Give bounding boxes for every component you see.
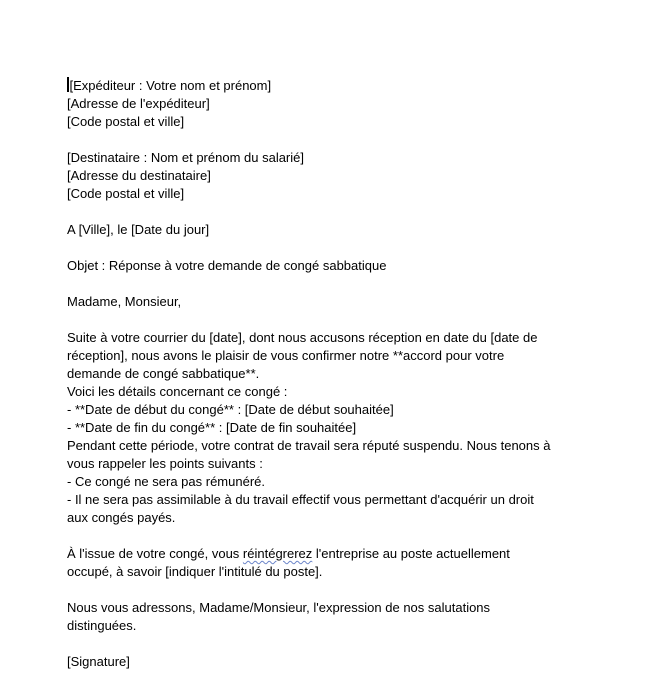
letter-line: À l'issue de votre congé, vous réintégrerez l'entreprise au poste actuellement xyxy=(67,546,510,561)
letter-line: [Expéditeur : Votre nom et prénom] xyxy=(67,77,595,95)
letter-line: [Adresse de l'expéditeur] xyxy=(67,96,210,111)
blank-line xyxy=(67,527,595,545)
text-caret xyxy=(67,77,69,92)
letter-line: Suite à votre courrier du [date], dont nous accusons réception en date du [date de xyxy=(67,330,538,345)
letter-line: Objet : Réponse à votre demande de congé sabbatique xyxy=(67,258,387,273)
misspelled-word[interactable]: réintégrerez xyxy=(242,546,313,561)
letter-line: - **Date de début du congé** : [Date de début souhaitée] xyxy=(67,402,394,417)
blank-line xyxy=(67,239,595,257)
letter-line: demande de congé sabbatique**. xyxy=(67,366,260,381)
letter-line: [Signature] xyxy=(67,654,130,669)
letter-line: occupé, à savoir [indiquer l'intitulé du poste]. xyxy=(67,564,323,579)
letter-line: distinguées. xyxy=(67,618,137,633)
letter-line: - **Date de fin du congé** : [Date de fin souhaitée] xyxy=(67,420,357,435)
letter-line: Nous vous adressons, Madame/Monsieur, l'expression de nos salutations xyxy=(67,600,491,615)
letter-line: A [Ville], le [Date du jour] xyxy=(67,222,210,237)
letter-line: - Ce congé ne sera pas rémunéré. xyxy=(67,474,265,489)
letter-body xyxy=(67,77,595,671)
blank-line xyxy=(67,311,595,329)
blank-line xyxy=(67,131,595,149)
letter-line: [Code postal et ville] xyxy=(67,114,185,129)
letter-line: - Il ne sera pas assimilable à du travail effectif vous permettant d'acquérir un droit xyxy=(67,492,534,507)
letter-line: aux congés payés. xyxy=(67,510,176,525)
blank-line xyxy=(67,581,595,599)
letter-line: Voici les détails concernant ce congé : xyxy=(67,384,288,399)
blank-line xyxy=(67,635,595,653)
letter-line: réception], nous avons le plaisir de vous confirmer notre **accord pour votre xyxy=(67,348,505,363)
letter-line: Pendant cette période, votre contrat de travail sera réputé suspendu. Nous tenons à xyxy=(67,438,551,453)
blank-line xyxy=(67,275,595,293)
letter-line: [Adresse du destinataire] xyxy=(67,168,211,183)
letter-line: Madame, Monsieur, xyxy=(67,294,182,309)
letter-line: [Code postal et ville] xyxy=(67,186,185,201)
blank-line xyxy=(67,203,595,221)
letter-line: [Destinataire : Nom et prénom du salarié] xyxy=(67,150,304,165)
letter-line: vous rappeler les points suivants : xyxy=(67,456,263,471)
